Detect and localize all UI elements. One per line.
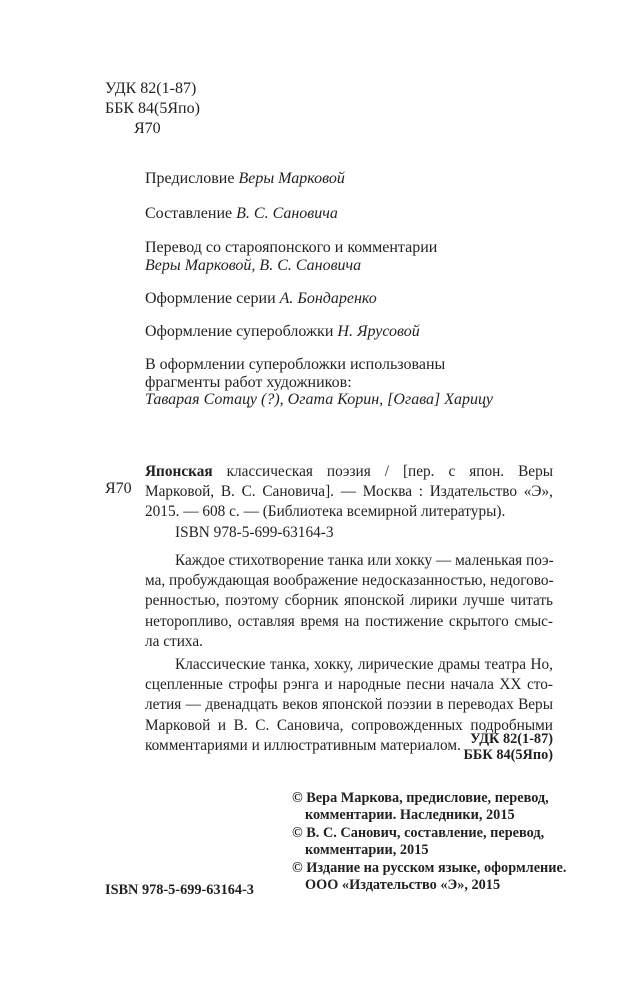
copyright-1-line2: комментарии. Наследники, 2015 <box>305 807 515 823</box>
credit-label: Составление <box>145 205 233 222</box>
annotation-p1-line: ма, пробуждающая воображение недосказанностью, недогово- <box>145 572 554 590</box>
credit-name: В. С. Сановича <box>236 205 338 222</box>
credit-label: Оформление суперобложки <box>145 323 334 340</box>
credit-name: Н. Ярусовой <box>337 323 420 340</box>
catalog-line-2: Марковой, В. С. Сановича]. — Москва : Издательство «Э», <box>145 483 553 501</box>
credit-name: А. Бондаренко <box>279 290 377 307</box>
annotation-p2-line: Классические танка, хокку, лирические драмы театра Но, <box>175 655 553 673</box>
catalog-line-3: 2015. — 608 с. — (Библиотека всемирной литературы). <box>145 503 506 521</box>
copyright-2-line1: © В. С. Санович, составление, перевод, <box>292 825 545 841</box>
credit-translation-names: Веры Марковой, В. С. Сановича <box>145 257 362 274</box>
copyright-2-line2: комментарии, 2015 <box>305 842 429 858</box>
bbk-code: ББК 84(5Япо) <box>105 100 200 117</box>
annotation-p1-line: ла стиха. <box>145 632 203 650</box>
annotation-p2-line: Марковой и В. С. Сановича, сопровожденных подробными <box>145 716 553 734</box>
annotation-p2-line: комментариями и иллюстративным материалом. <box>145 736 461 754</box>
copyright-3-line1: © Издание на русском языке, оформление. <box>292 860 567 876</box>
credit-compilation <box>145 204 338 224</box>
annotation-p1-line: ренностью, поэтому сборник японской лирики лучше читать <box>145 592 553 610</box>
copyright-3-line2: ООО «Издательство «Э», 2015 <box>305 877 501 893</box>
author-mark: Я70 <box>134 120 161 137</box>
credit-label: Оформление серии <box>145 290 276 307</box>
credit-series-design <box>145 289 377 309</box>
annotation-p2-line: летия — двенадцать веков японской поэзии в переводах Веры <box>145 696 553 714</box>
annotation-bbk: ББК 84(5Япо) <box>463 747 553 763</box>
credit-cover-art-artists: Таварая Сотацу (?), Огата Корин, [Огава] Харицу <box>145 391 493 408</box>
annotation-p1-line: неторопливо, оставляя время на постижение скрытого смыс- <box>145 612 553 630</box>
copyright-1-line1: © Вера Маркова, предисловие, перевод, <box>292 790 549 806</box>
credit-cover-art-line2: фрагменты работ художников: <box>145 374 352 391</box>
catalog-side-mark: Я70 <box>105 480 132 497</box>
credit-name: Веры Марковой <box>238 170 345 187</box>
catalog-line1-rest: классическая поэзия / [пер. с япон. Веры <box>226 463 553 480</box>
annotation-p1-line: Каждое стихотворение танка или хокку — маленькая поэ- <box>175 552 554 569</box>
annotation-p2-line: сцепленные строфы рэнга и народные песни начала XX сто- <box>145 676 553 694</box>
catalog-line-1 <box>145 462 553 482</box>
annotation-udk: УДК 82(1-87) <box>470 731 553 747</box>
credit-cover-design <box>145 322 420 342</box>
annotation <box>145 551 553 756</box>
credit-label: Предисловие <box>145 170 235 187</box>
udk-code: УДК 82(1-87) <box>105 80 197 97</box>
catalog-title-word: Японская <box>145 463 213 480</box>
credit-preface <box>145 169 345 189</box>
catalog-isbn: ISBN 978-5-699-63164-3 <box>175 524 334 541</box>
catalog-record <box>145 462 553 523</box>
credit-translation-label: Перевод со старояпонского и комментарии <box>145 239 438 256</box>
bottom-isbn: ISBN 978-5-699-63164-3 <box>105 882 254 898</box>
credit-cover-art-line1: В оформлении суперобложки использованы <box>145 356 446 373</box>
